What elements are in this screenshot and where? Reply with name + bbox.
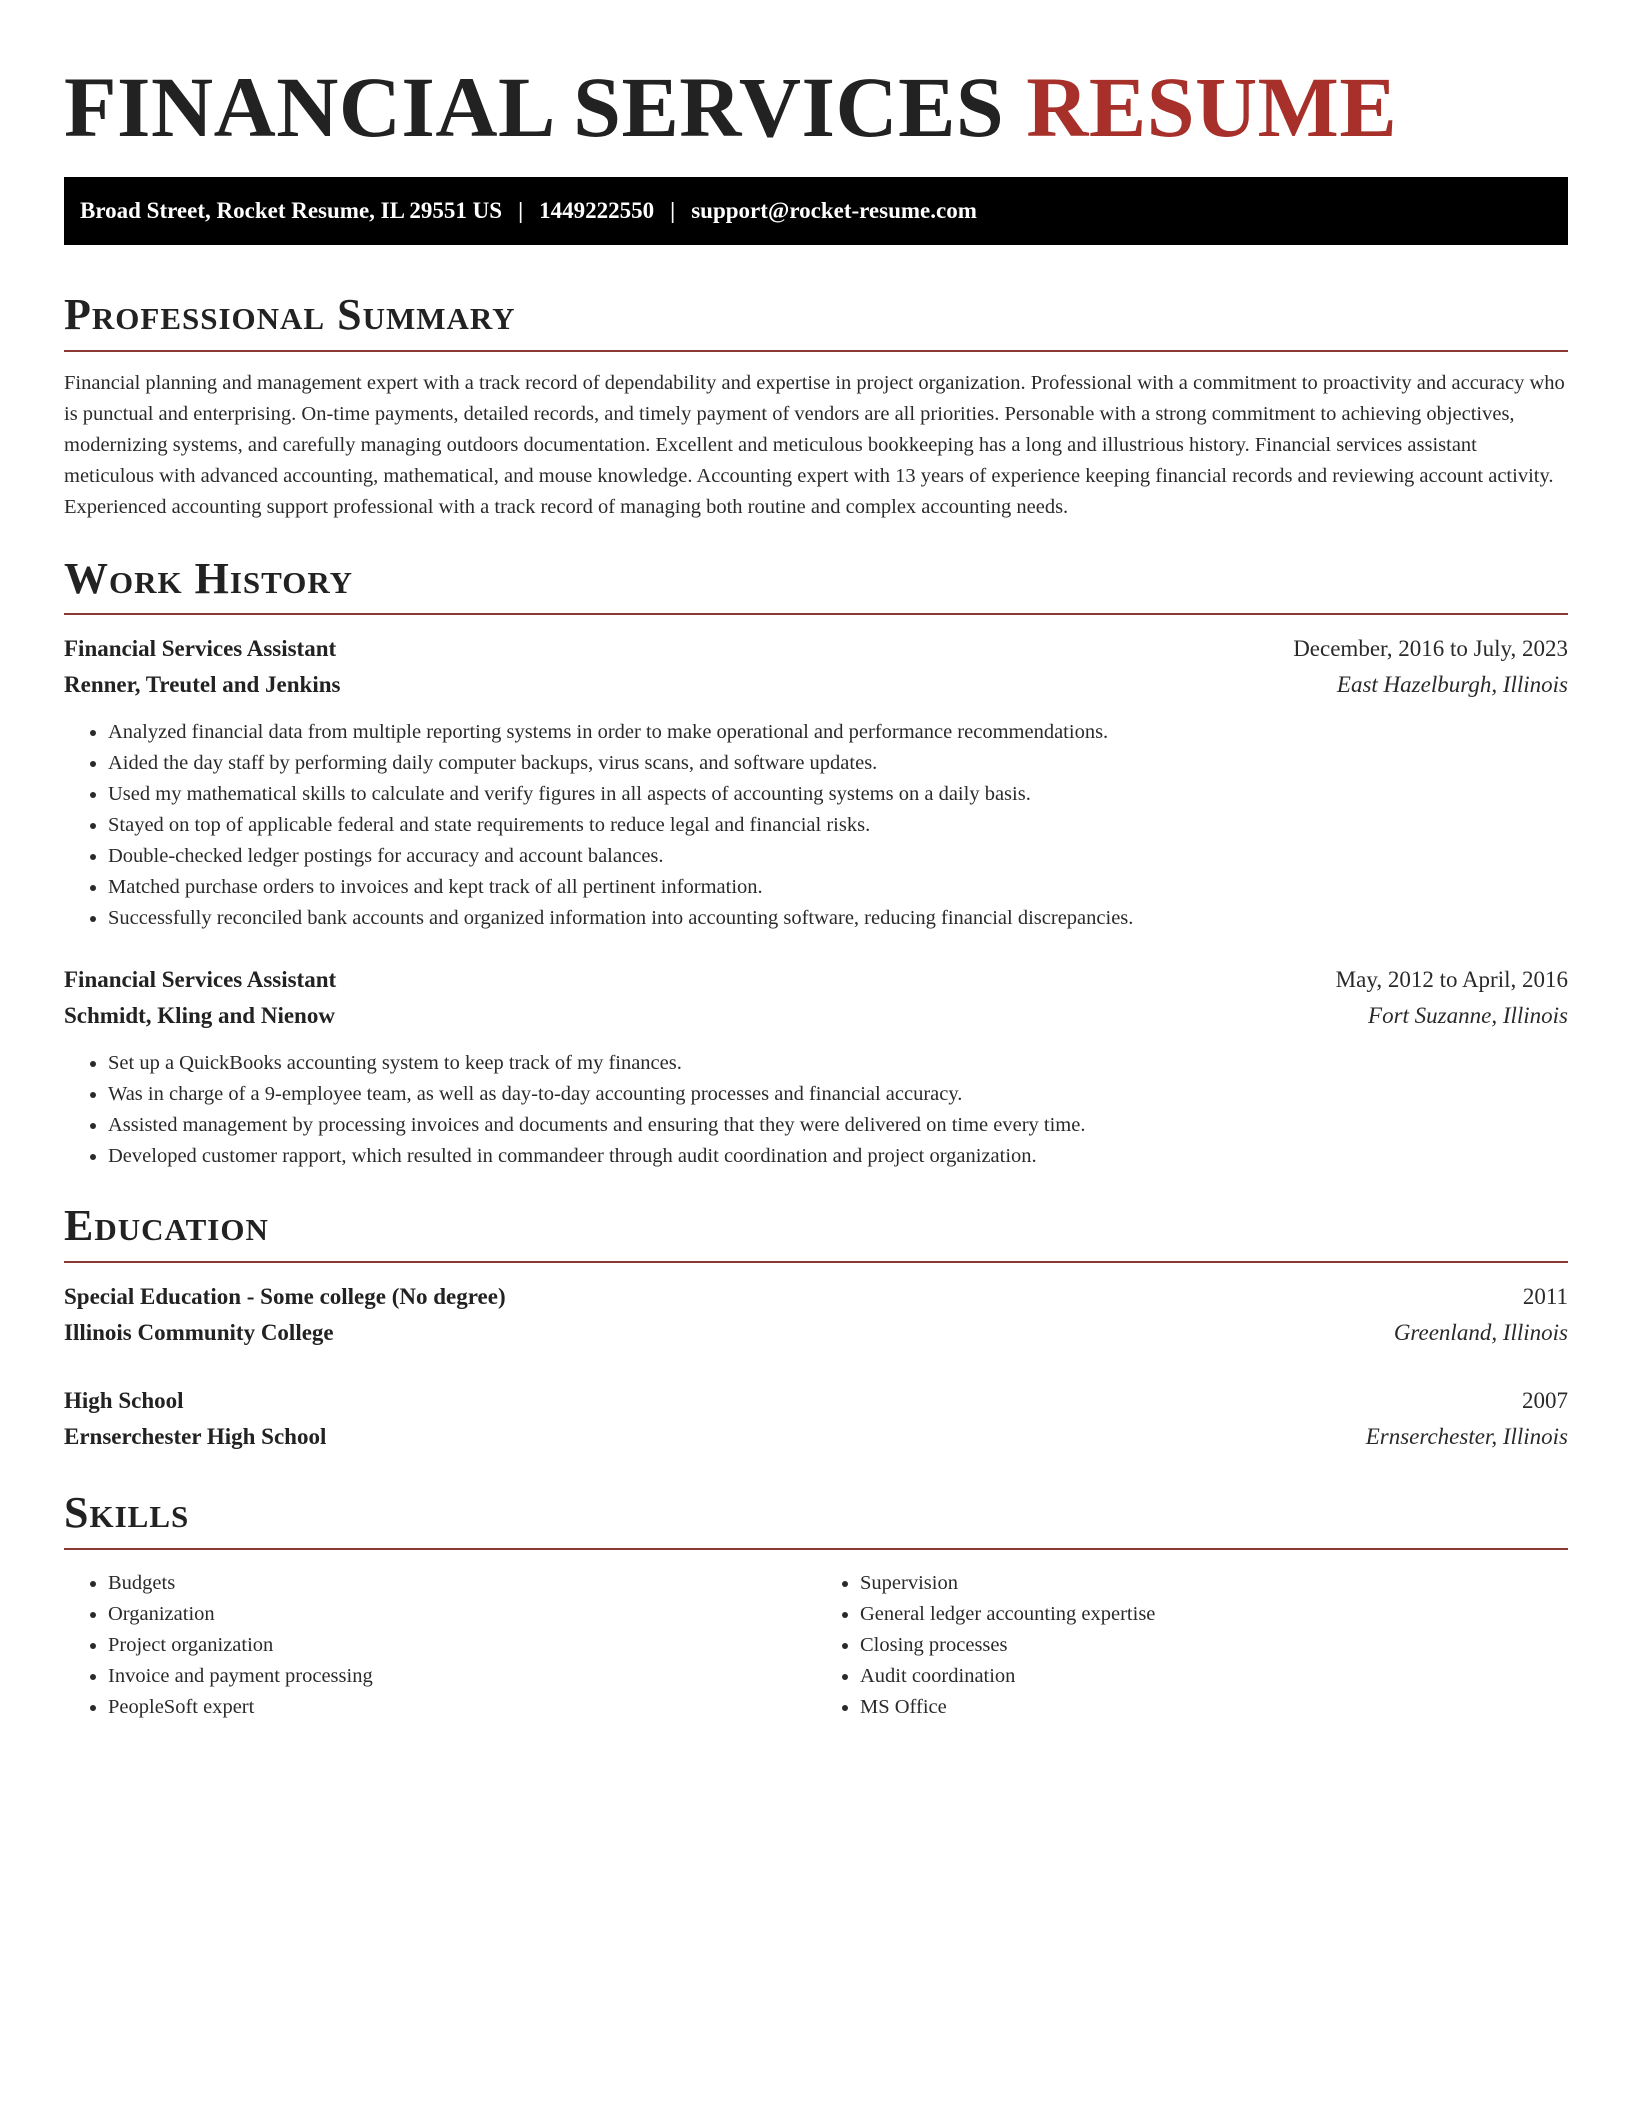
skills-section — [64, 1487, 1568, 1723]
job-title: Financial Services Assistant — [64, 967, 337, 993]
education-school: Illinois Community College — [64, 1320, 334, 1346]
job-duty-item: • Stayed on top of applicable federal and state requirements to reduce legal and financial risks. — [108, 810, 1568, 841]
job-entry — [64, 962, 1568, 1172]
section-divider — [64, 1261, 1568, 1263]
education-degree-row — [64, 1279, 1568, 1315]
job-location: Fort Suzanne, Illinois — [1368, 1003, 1568, 1029]
section-divider — [64, 613, 1568, 615]
job-title: Financial Services Assistant — [64, 636, 337, 662]
job-duty-item: • Aided the day staff by performing daily computer backups, virus scans, and software updates. — [108, 748, 1568, 779]
job-duty-item: • Was in charge of a 9-employee team, as well as day-to-day accounting processes and financial accuracy. — [108, 1079, 1568, 1110]
job-duty-item: • Matched purchase orders to invoices and kept track of all pertinent information. — [108, 872, 1568, 903]
section-divider — [64, 350, 1568, 352]
contact-separator: | — [518, 197, 524, 223]
skill-item: • General ledger accounting expertise — [860, 1599, 1568, 1630]
education-school: Ernserchester High School — [64, 1424, 327, 1450]
summary-section — [64, 289, 1568, 523]
skill-item: • Organization — [108, 1599, 816, 1630]
job-header-row — [64, 631, 1568, 667]
job-duty-item: • Set up a QuickBooks accounting system to keep track of my finances. — [108, 1048, 1568, 1079]
skills-columns — [64, 1566, 1568, 1723]
education-degree-row — [64, 1383, 1568, 1419]
skill-item: • Project organization — [108, 1630, 816, 1661]
job-company-row — [64, 998, 1568, 1034]
skill-item: • Closing processes — [860, 1630, 1568, 1661]
contact-address: Broad Street, Rocket Resume, IL 29551 US — [80, 197, 503, 223]
job-duty-item: • Successfully reconciled bank accounts and organized information into accounting software, reducing financial discrepancies. — [108, 903, 1568, 934]
education-location: Greenland, Illinois — [1393, 1320, 1568, 1346]
contact-separator: | — [670, 197, 676, 223]
education-degree: Special Education - Some college (No degree) — [64, 1284, 506, 1310]
education-school-row — [64, 1315, 1568, 1351]
education-year: 2011 — [1522, 1284, 1568, 1310]
skills-list-right — [816, 1568, 1568, 1723]
work-history-section — [64, 553, 1568, 1173]
job-dates: December, 2016 to July, 2023 — [1293, 636, 1568, 662]
summary-text: Financial planning and management expert with a track record of dependability and expertise in project organization. Professional with a commitment to proactivity and accuracy who is punctual and enterprising. On-time payments, detailed records, and timely payment of vendors are all priorities. Personable with a strong commitment to achieving objectives, modernizing systems, and carefully managing outdoors documentation. Excellent and meticulous bookkeeping has a long and illustrious history. Financial services assistant meticulous with advanced accounting, mathematical, and mouse knowledge. Accounting expert with 13 years of experience keeping financial records and reviewing account activity. Experienced accounting support professional with a track record of managing both routine and complex accounting needs. — [64, 371, 1565, 518]
skills-list-left — [64, 1568, 816, 1723]
title-accent: RESUME — [1026, 59, 1398, 155]
job-duty-item: • Assisted management by processing invoices and documents and ensuring that they were delivered on time every time. — [108, 1110, 1568, 1141]
job-duties-list — [64, 1048, 1568, 1172]
job-duty-item: • Analyzed financial data from multiple reporting systems in order to make operational and performance recommendations. — [108, 717, 1568, 748]
contact-bar — [64, 177, 1568, 245]
job-company: Schmidt, Kling and Nienow — [64, 1003, 335, 1029]
job-header-row — [64, 962, 1568, 998]
job-duties-list — [64, 717, 1568, 934]
job-entry — [64, 631, 1568, 934]
title-main: FINANCIAL SERVICES — [64, 59, 1005, 155]
job-company-row — [64, 667, 1568, 703]
education-section — [64, 1200, 1568, 1455]
contact-email[interactable]: support@rocket-resume.com — [691, 197, 977, 223]
education-year: 2007 — [1522, 1388, 1568, 1414]
resume-title — [64, 58, 1568, 157]
skill-item: • PeopleSoft expert — [108, 1692, 816, 1723]
section-heading-summary: Professional Summary — [64, 289, 516, 339]
skill-item: • Supervision — [860, 1568, 1568, 1599]
job-duty-item: • Double-checked ledger postings for accuracy and account balances. — [108, 841, 1568, 872]
skill-item: • Budgets — [108, 1568, 816, 1599]
education-degree: High School — [64, 1388, 184, 1414]
section-heading-work: Work History — [64, 553, 354, 603]
job-location: East Hazelburgh, Illinois — [1336, 672, 1568, 698]
job-duty-item: • Developed customer rapport, which resulted in commandeer through audit coordination and project organization. — [108, 1141, 1568, 1172]
section-heading-education: Education — [64, 1201, 269, 1251]
job-company: Renner, Treutel and Jenkins — [64, 672, 341, 698]
job-duty-item: • Used my mathematical skills to calculate and verify figures in all aspects of accounting systems on a daily basis. — [108, 779, 1568, 810]
section-divider — [64, 1548, 1568, 1550]
education-entry — [64, 1383, 1568, 1455]
education-location: Ernserchester, Illinois — [1365, 1424, 1568, 1450]
section-heading-skills: Skills — [64, 1488, 190, 1538]
education-school-row — [64, 1419, 1568, 1455]
job-dates: May, 2012 to April, 2016 — [1335, 967, 1568, 993]
education-entry — [64, 1279, 1568, 1351]
skill-item: • MS Office — [860, 1692, 1568, 1723]
skill-item: • Audit coordination — [860, 1661, 1568, 1692]
contact-phone: 1449222550 — [539, 197, 655, 223]
skill-item: • Invoice and payment processing — [108, 1661, 816, 1692]
